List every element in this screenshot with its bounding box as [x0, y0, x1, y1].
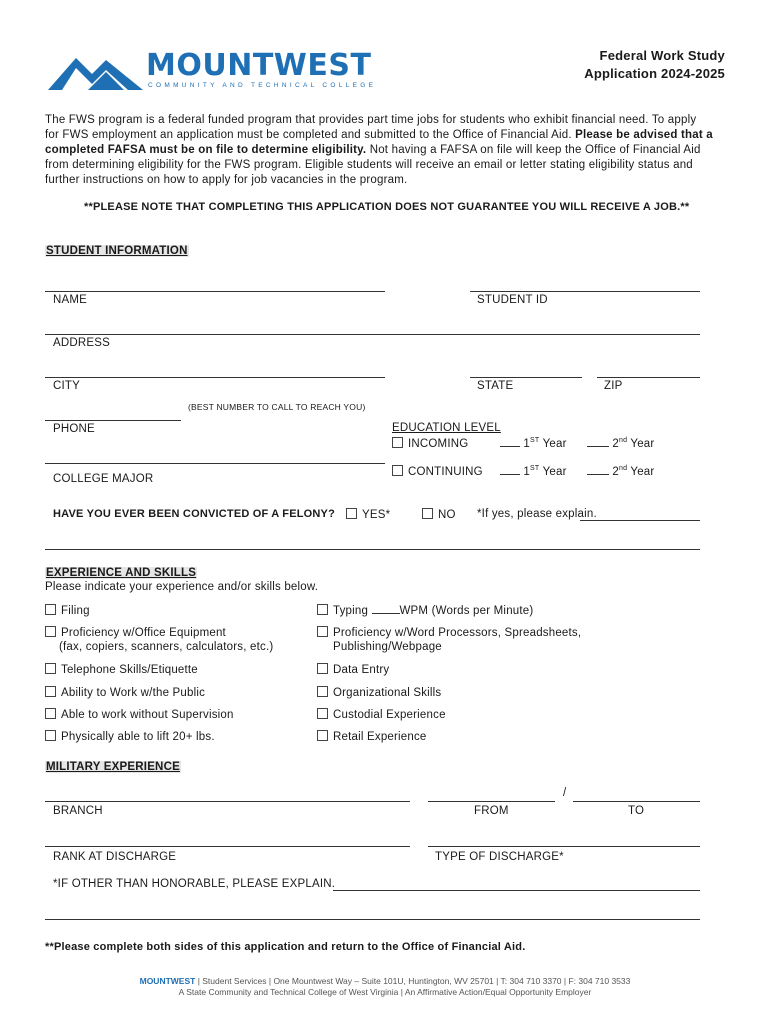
- state-field[interactable]: [470, 377, 582, 378]
- skill-label: Retail Experience: [333, 731, 427, 743]
- skill-checkbox[interactable]: [45, 730, 56, 741]
- to-label: TO: [628, 805, 645, 817]
- skill-label: Proficiency w/Office Equipment: [61, 627, 226, 639]
- discharge-explain-field[interactable]: [333, 890, 700, 891]
- intro-line2: [45, 129, 713, 141]
- student-info-heading: [45, 245, 189, 257]
- skill-label: Ability to Work w/the Public: [61, 687, 206, 699]
- discharge-type-label: TYPE OF DISCHARGE*: [435, 851, 564, 863]
- felony-yes-label: YES*: [362, 509, 391, 521]
- branch-field[interactable]: [45, 801, 410, 802]
- first-year-num: 1: [523, 466, 531, 478]
- footer-line1: [0, 976, 770, 986]
- skill-label: Custodial Experience: [333, 709, 446, 721]
- incoming-first-year-blank[interactable]: [500, 437, 520, 447]
- rank-label: RANK AT DISCHARGE: [53, 851, 177, 863]
- logo-name: MOUNTWEST: [146, 48, 372, 83]
- year-label: Year: [542, 438, 567, 450]
- city-field[interactable]: [45, 377, 385, 378]
- best-number-note: (BEST NUMBER TO CALL TO REACH YOU): [188, 402, 366, 412]
- continuing-option[interactable]: [392, 465, 483, 478]
- skill-checkbox[interactable]: [317, 604, 328, 615]
- skill-checkbox[interactable]: [45, 604, 56, 615]
- phone-label: PHONE: [53, 423, 95, 435]
- typing-wpm-label: WPM (Words per Minute): [399, 605, 534, 617]
- intro-line2-text: for FWS employment an application must be completed and submitted to the Office of Financial Aid.: [45, 129, 576, 141]
- phone-field[interactable]: [45, 420, 181, 421]
- skill-telephone[interactable]: [45, 663, 198, 676]
- skill-checkbox[interactable]: [45, 686, 56, 697]
- second-year-sup: nd: [619, 465, 628, 473]
- form-title-line2: Application 2024-2025: [584, 66, 725, 81]
- felony-explain-label: *If yes, please explain.: [477, 508, 597, 520]
- footer-contact: | Student Services | One Mountwest Way – Suite 101U, Huntington, WV 25701 | T: 304 710 3370 | F: 304 710 3533: [195, 976, 631, 986]
- skill-checkbox[interactable]: [317, 626, 328, 637]
- skill-label: Physically able to lift 20+ lbs.: [61, 731, 215, 743]
- education-level-label: [392, 422, 501, 434]
- from-field[interactable]: [428, 801, 555, 802]
- education-level-text: EDUCATION LEVEL: [392, 422, 501, 434]
- student-id-field[interactable]: [470, 291, 700, 292]
- typing-wpm-blank[interactable]: [372, 604, 400, 614]
- address-field[interactable]: [45, 334, 700, 335]
- skill-checkbox[interactable]: [317, 686, 328, 697]
- city-label: CITY: [53, 380, 80, 392]
- skill-label: Telephone Skills/Etiquette: [61, 664, 198, 676]
- skill-checkbox[interactable]: [45, 708, 56, 719]
- from-label: FROM: [474, 805, 509, 817]
- intro-line3: [45, 144, 701, 156]
- felony-no-label: NO: [438, 509, 456, 521]
- skill-checkbox[interactable]: [317, 663, 328, 674]
- date-separator: /: [563, 787, 567, 799]
- skills-heading: [45, 567, 197, 579]
- incoming-second-year-blank[interactable]: [587, 437, 609, 447]
- skill-public[interactable]: [45, 686, 205, 699]
- name-label: NAME: [53, 294, 88, 306]
- zip-label: ZIP: [604, 380, 623, 392]
- rank-field[interactable]: [45, 846, 410, 847]
- intro-line1: The FWS program is a federal funded program that provides part time jobs for students who exhibit financial need. To apply: [45, 114, 697, 126]
- skill-checkbox[interactable]: [317, 708, 328, 719]
- year-label: Year: [542, 466, 567, 478]
- incoming-option[interactable]: [392, 437, 468, 450]
- skill-typing[interactable]: [317, 604, 533, 617]
- student-id-label: STUDENT ID: [477, 294, 548, 306]
- logo-subtitle: COMMUNITY AND TECHNICAL COLLEGE: [148, 82, 377, 89]
- college-major-label: COLLEGE MAJOR: [53, 473, 154, 485]
- intro-line4: from determining eligibility for the FWS program. Eligible students will receive an email or letter stating eligibility status and: [45, 159, 693, 171]
- felony-no-checkbox[interactable]: [422, 508, 433, 519]
- form-title-line1: Federal Work Study: [599, 48, 725, 63]
- intro-line3-text: Not having a FAFSA on file will keep the Office of Financial Aid: [366, 144, 701, 156]
- skills-instruction: Please indicate your experience and/or skills below.: [45, 581, 319, 593]
- incoming-checkbox[interactable]: [392, 437, 403, 448]
- state-label: STATE: [477, 380, 514, 392]
- skill-label: Organizational Skills: [333, 687, 442, 699]
- mountain-logo-icon: [48, 50, 143, 92]
- military-heading: [45, 761, 181, 773]
- intro-advised-text: Please be advised that a: [575, 129, 713, 141]
- skill-checkbox[interactable]: [45, 663, 56, 674]
- incoming-label: INCOMING: [408, 438, 469, 450]
- continuing-first-year-blank[interactable]: [500, 465, 520, 475]
- skill-organizational[interactable]: [317, 686, 441, 699]
- discharge-explain-label: *IF OTHER THAN HONORABLE, PLEASE EXPLAIN.: [53, 878, 336, 890]
- first-year-sup: ST: [530, 437, 540, 445]
- felony-yes-option[interactable]: [346, 508, 390, 521]
- to-field[interactable]: [573, 801, 700, 802]
- felony-no-option[interactable]: [422, 508, 456, 521]
- student-info-heading-text: STUDENT INFORMATION: [46, 245, 188, 257]
- skill-label: Typing: [333, 605, 369, 617]
- felony-explain-field[interactable]: [580, 520, 700, 521]
- footer-brand: MOUNTWEST: [139, 976, 196, 986]
- skill-lift[interactable]: [45, 730, 215, 743]
- skill-custodial[interactable]: [317, 708, 446, 721]
- incoming-second-year[interactable]: [587, 437, 654, 450]
- continuing-label: CONTINUING: [408, 466, 483, 478]
- skill-unsupervised[interactable]: [45, 708, 234, 721]
- college-major-field[interactable]: [45, 463, 385, 464]
- skill-checkbox[interactable]: [317, 730, 328, 741]
- skill-office-equipment-detail: (fax, copiers, scanners, calculators, etc.): [59, 641, 274, 653]
- intro-line5: further instructions on how to apply for job vacancies in the program.: [45, 174, 408, 186]
- address-label: ADDRESS: [53, 337, 110, 349]
- felony-explain-field-2[interactable]: [45, 549, 700, 550]
- second-year-sup: nd: [619, 437, 628, 445]
- branch-label: BRANCH: [53, 805, 103, 817]
- skill-word-processors[interactable]: [317, 626, 581, 639]
- year-label: Year: [630, 466, 655, 478]
- zip-field[interactable]: [597, 377, 700, 378]
- college-logo: [48, 48, 378, 98]
- felony-question: HAVE YOU EVER BEEN CONVICTED OF A FELONY?: [53, 508, 336, 520]
- closing-note: **Please complete both sides of this application and return to the Office of Financial Aid.: [45, 941, 526, 953]
- skill-label: Able to work without Supervision: [61, 709, 234, 721]
- discharge-type-field[interactable]: [428, 846, 700, 847]
- discharge-explain-field-2[interactable]: [45, 919, 700, 920]
- footer-line2: A State Community and Technical College of West Virginia | An Affirmative Action/Equal Opportunity Employer: [178, 987, 592, 997]
- skill-office-equipment[interactable]: [45, 626, 226, 639]
- skill-label: Proficiency w/Word Processors, Spreadsheets,: [333, 627, 582, 639]
- continuing-checkbox[interactable]: [392, 465, 403, 476]
- continuing-second-year[interactable]: [587, 465, 654, 478]
- second-year-num: 2: [612, 438, 620, 450]
- name-field[interactable]: [45, 291, 385, 292]
- skill-retail[interactable]: [317, 730, 427, 743]
- felony-yes-checkbox[interactable]: [346, 508, 357, 519]
- skill-label: Data Entry: [333, 664, 390, 676]
- continuing-first-year[interactable]: [500, 465, 567, 478]
- first-year-sup: ST: [530, 465, 540, 473]
- second-year-num: 2: [612, 466, 620, 478]
- skill-data-entry[interactable]: [317, 663, 389, 676]
- incoming-first-year[interactable]: [500, 437, 567, 450]
- guarantee-notice: **PLEASE NOTE THAT COMPLETING THIS APPLICATION DOES NOT GUARANTEE YOU WILL RECEIVE A JOB.**: [84, 201, 690, 213]
- skill-label: Filing: [61, 605, 90, 617]
- skill-filing[interactable]: [45, 604, 90, 617]
- continuing-second-year-blank[interactable]: [587, 465, 609, 475]
- first-year-num: 1: [523, 438, 531, 450]
- military-heading-text: MILITARY EXPERIENCE: [46, 761, 180, 773]
- intro-fafsa-text: completed FAFSA must be on file to determine eligibility.: [45, 144, 367, 156]
- skills-heading-text: EXPERIENCE AND SKILLS: [46, 567, 197, 579]
- year-label: Year: [630, 438, 655, 450]
- skill-checkbox[interactable]: [45, 626, 56, 637]
- skill-word-processors-detail: Publishing/Webpage: [333, 641, 442, 653]
